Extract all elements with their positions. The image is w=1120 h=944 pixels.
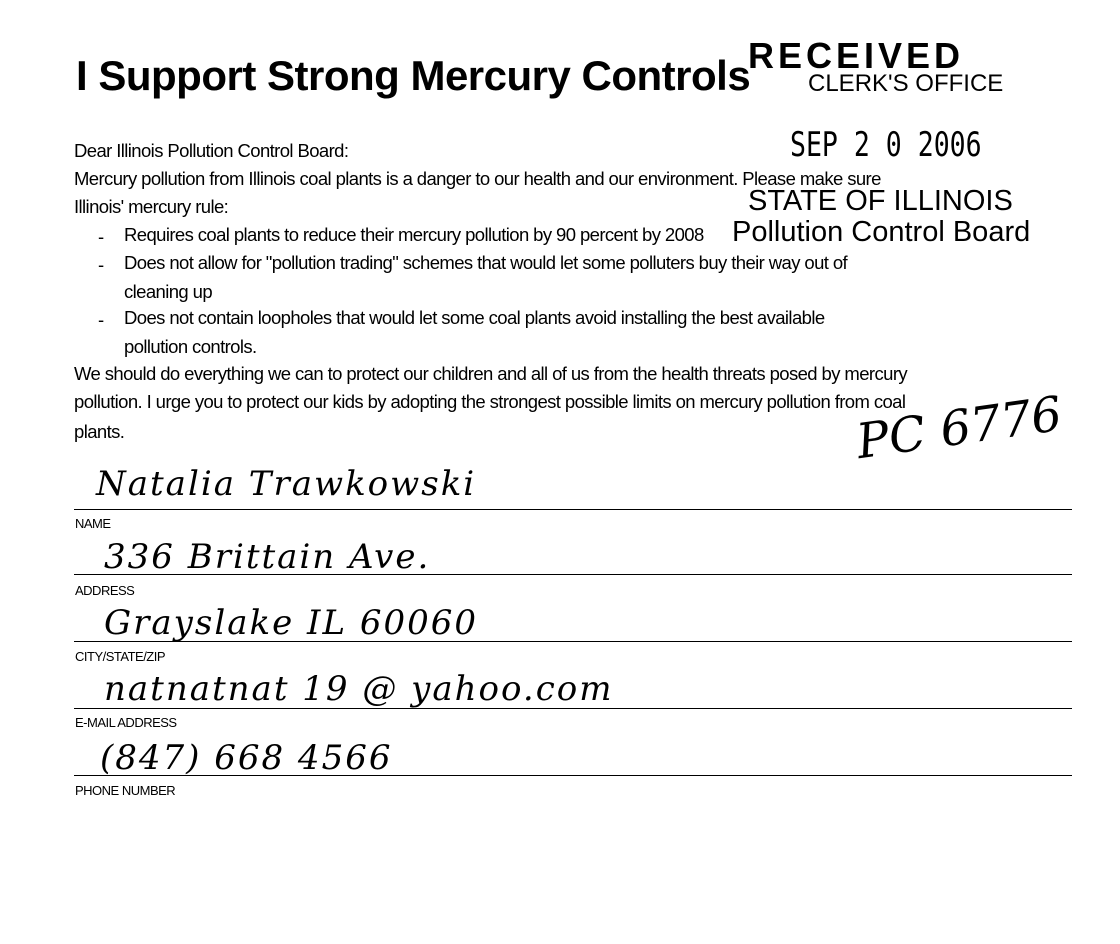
bullet-dash: -	[98, 254, 105, 275]
closing-text-line: pollution. I urge you to protect our kids by adopting the strongest possible limits on mercury pollution from coal	[74, 391, 906, 412]
city-state-zip-label: CITY/STATE/ZIP	[75, 649, 166, 664]
city-state-zip-line	[74, 641, 1072, 642]
phone-label: PHONE NUMBER	[75, 783, 176, 798]
closing-text-line: We should do everything we can to protect our children and all of us from the health threats posed by mercury	[74, 363, 908, 384]
email-value[interactable]: natnatnat 19 @ yahoo.com	[104, 669, 614, 709]
intro-text-line: Mercury pollution from Illinois coal plants is a danger to our health and our environment. Please make sure	[74, 168, 881, 189]
bullet-text: Does not contain loopholes that would let some coal plants avoid installing the best available	[124, 307, 825, 328]
intro-text-line: Illinois' mercury rule:	[74, 196, 229, 217]
phone-value[interactable]: (847) 668 4566	[100, 738, 393, 778]
bullet-text-continued: cleaning up	[124, 281, 213, 302]
closing-text-line: plants.	[74, 421, 125, 442]
bullet-dash: -	[98, 226, 105, 247]
bullet-text-continued: pollution controls.	[124, 336, 257, 357]
clerk-office-stamp: CLERK'S OFFICE	[808, 70, 1004, 97]
received-date-stamp: SEP 2 0 2006	[790, 125, 982, 165]
name-label: NAME	[75, 516, 111, 531]
state-stamp: STATE OF ILLINOIS	[748, 185, 1013, 217]
bullet-dash: -	[98, 309, 105, 330]
email-line	[74, 708, 1072, 709]
address-label: ADDRESS	[75, 583, 135, 598]
page-title: I Support Strong Mercury Controls	[76, 52, 751, 99]
bullet-text: Does not allow for "pollution trading" schemes that would let some polluters buy their way out of	[124, 252, 848, 273]
bullet-text: Requires coal plants to reduce their mercury pollution by 90 percent by 2008	[124, 224, 704, 245]
phone-line	[74, 775, 1072, 776]
board-stamp: Pollution Control Board	[732, 216, 1031, 248]
address-value[interactable]: 336 Brittain Ave.	[104, 537, 431, 577]
handwritten-pc-code: PC 6776	[853, 385, 1066, 471]
name-line	[74, 509, 1072, 510]
city-state-zip-value[interactable]: Grayslake IL 60060	[104, 603, 478, 643]
salutation: Dear Illinois Pollution Control Board:	[74, 140, 349, 161]
name-value[interactable]: Natalia Trawkowski	[96, 464, 477, 504]
email-label: E-MAIL ADDRESS	[75, 715, 177, 730]
received-stamp: RECEIVED	[748, 35, 965, 76]
address-line	[74, 574, 1072, 575]
